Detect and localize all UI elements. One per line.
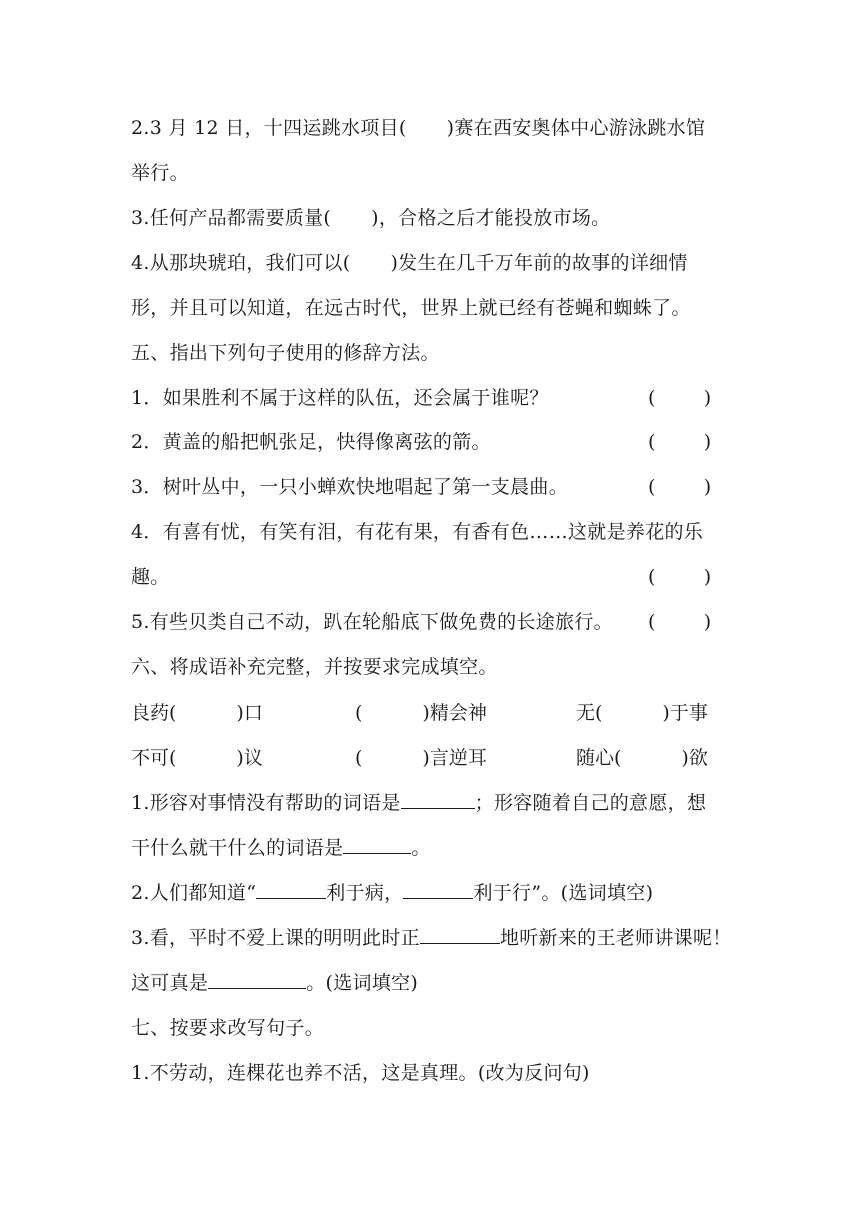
q5-item-4-line2: 趣。 xyxy=(131,566,170,588)
idiom-5: ( )言逆耳 xyxy=(355,747,487,769)
answer-paren[interactable]: ( ) xyxy=(648,431,712,453)
q5-item-2: 2．黄盖的船把帆张足，快得像离弦的箭。 xyxy=(131,431,491,453)
idiom-4: 不可( )议 xyxy=(131,747,263,769)
q5-item-1: 1．如果胜利不属于这样的队伍，还会属于谁呢？ xyxy=(131,387,549,409)
fill-underline[interactable] xyxy=(401,788,475,809)
answer-paren[interactable]: ( ) xyxy=(648,387,712,409)
section6-title: 六、将成语补充完整，并按要求完成填空。 xyxy=(131,656,498,678)
idiom-1: 良药( )口 xyxy=(131,702,263,724)
answer-paren[interactable]: ( ) xyxy=(648,566,712,588)
q5-item-4-line1: 4．有喜有忧，有笑有泪，有花有果，有香有色……这就是养花的乐 xyxy=(131,521,704,543)
fill-underline[interactable] xyxy=(420,923,500,944)
section5-title: 五、指出下列句子使用的修辞方法。 xyxy=(131,342,440,364)
idiom-6: 随心( )欲 xyxy=(576,747,708,769)
q4-item-2-line2: 举行。 xyxy=(131,162,189,184)
q6-item-2: 2.人们都知道“ 利于病， 利于行”。(选词填空) xyxy=(131,875,653,911)
fill-underline[interactable] xyxy=(343,833,411,854)
q5-item-3: 3．树叶丛中，一只小蝉欢快地唱起了第一支晨曲。 xyxy=(131,476,568,498)
q7-item-1: 1.不劳动，连棵花也养不活，这是真理。(改为反问句) xyxy=(131,1062,590,1084)
q4-item-4-line2: 形，并且可以知道，在远古时代，世界上就已经有苍蝇和蜘蛛了。 xyxy=(131,297,691,319)
fill-underline[interactable] xyxy=(208,968,306,989)
q4-item-2-line1: 2.3 月 12 日，十四运跳水项目( )赛在西安奥体中心游泳跳水馆 xyxy=(131,117,706,139)
q4-item-3: 3.任何产品都需要质量( )，合格之后才能投放市场。 xyxy=(131,207,611,229)
fill-underline[interactable] xyxy=(403,878,473,899)
idiom-2: ( )精会神 xyxy=(355,702,487,724)
q6-item-3-line2: 这可真是 。(选词填空) xyxy=(131,965,418,1001)
q6-item-1-line1: 1.形容对事情没有帮助的词语是 ；形容随着自己的意愿，想 xyxy=(131,785,706,821)
q5-item-5: 5.有些贝类自己不动，趴在轮船底下做免费的长途旅行。 xyxy=(131,611,613,633)
idiom-3: 无( )于事 xyxy=(576,702,708,724)
q4-item-4-line1: 4.从那块琥珀，我们可以( )发生在几千万年前的故事的详细情 xyxy=(131,252,688,274)
section7-title: 七、按要求改写句子。 xyxy=(131,1017,325,1039)
answer-paren[interactable]: ( ) xyxy=(648,476,712,498)
q6-item-1-line2: 干什么就干什么的词语是 。 xyxy=(131,830,431,866)
answer-paren[interactable]: ( ) xyxy=(648,611,712,633)
q6-item-3-line1: 3.看，平时不爱上课的明明此时正 地听新来的王老师讲课呢！ xyxy=(131,920,732,956)
fill-underline[interactable] xyxy=(256,878,326,899)
